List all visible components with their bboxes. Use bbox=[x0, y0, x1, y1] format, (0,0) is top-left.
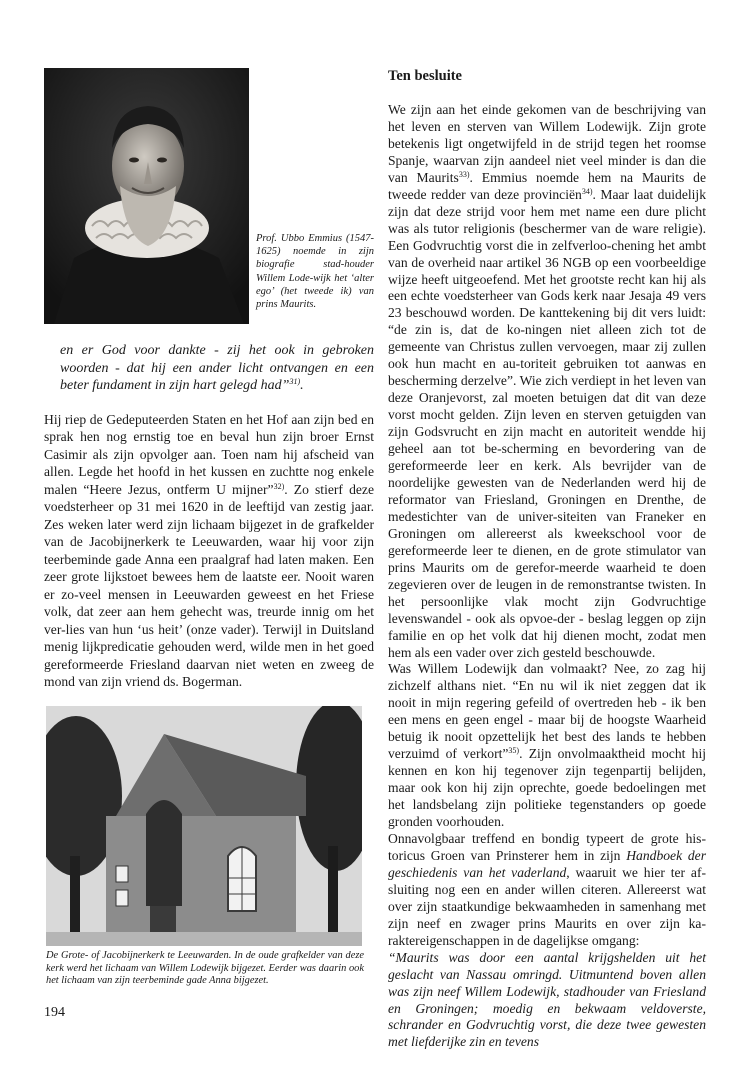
church-image bbox=[46, 706, 362, 946]
footnote-ref-35: 35) bbox=[508, 746, 520, 756]
footnote-ref-32: 32) bbox=[273, 481, 285, 491]
paragraph-1-text-b: . Emmius noemde hem na Maurits de tweede redder van deze provinciën bbox=[388, 169, 706, 202]
quote-ending-text: en er God voor dankte - zij het ook in gebroken woorden - dat hij een ander licht ontvangen en een beter fundament in zijn hart gelegd had” bbox=[60, 343, 374, 394]
portrait-caption: Prof. Ubbo Emmius (1547-1625) noemde in zijn biografie stad-houder Willem Lode-wijk het ‘alter ego’ (het tweede ik) van prins Maurits. bbox=[256, 233, 374, 311]
footnote-ref-31: 31) bbox=[289, 377, 301, 387]
paragraph-3-text-b: , waaruit we hier ter af-sluiting nog een en ander willen citeren. Allereerst wat over zijn staatkundige bekwaamheden in samenhang met zijn neef en zwager prins Maurits en over zijn ka-raktereigenschappen in de dagelijkse omgang: bbox=[388, 864, 706, 948]
paragraph-2 bbox=[388, 661, 706, 831]
right-column bbox=[388, 68, 706, 1051]
quote-ending-period: . bbox=[300, 378, 304, 394]
paragraph-3-text-a: Onnavolgbaar treffend en bondig typeert de grote his-toricus Groen van Prinsterer hem in zijn bbox=[388, 830, 706, 863]
paragraph-1 bbox=[388, 102, 706, 661]
church-caption: De Grote- of Jacobijnerkerk te Leeuwarden. In de oude grafkelder van deze kerk werd het lichaam van Willem Lodewijk bijgezet. Eerder was daarin ook het lichaam van zijn teerbeminde gade Anna bijgezet. bbox=[46, 950, 364, 987]
paragraph-text-a: Hij riep de Gedeputeerden Staten en het Hof aan zijn bed en sprak hen nog ernstig toe en beval hun zijn broer Ernst Casimir als zijn opvolger aan. Toen nam hij afscheid van allen. Legde het hoofd in het kussen en zuchtte nog enkele malen “Heere Jezus, ontferm U mijner” bbox=[44, 411, 374, 497]
quote-ending bbox=[60, 342, 374, 395]
paragraph-1-text-a: We zijn aan het einde gekomen van de beschrijving van het leven en sterven van Willem Lodewijk. Zijn grote betekenis ligt ongetwijfeld in de strijd tegen het roomse Spanje, waarvan zijn aandeel niet veel minder is dan die van Maurits bbox=[388, 102, 706, 185]
left-body-text bbox=[44, 411, 374, 691]
paragraph-3 bbox=[388, 831, 706, 950]
portrait-figure bbox=[44, 68, 374, 326]
book-title: Handboek der geschiedenis van het vaderland bbox=[388, 847, 706, 880]
page-number: 194 bbox=[44, 1005, 65, 1020]
paragraph-1-text-c: . Maar laat duidelijk zijn dat deze strijd voor hem met name een dure plicht was als tutor religionis (beschermer van de ware religie). Een Godvruchtig vorst die in zelfverloo-chening het ambt van de overheid naar artikel 36 NGB op een voorbeeldige wijze heeft uitgeoefend. Met het grootste recht kan hij als een echte voedsterheer van Gods kerk naar Jesaja 49 vers 23 beschouwd worden. De kanttekening bij dit vers luidt: “de zin is, dat de ko-ningen niet alleen zich tot de gemeente van Christus zullen vervoegen, maar zij zullen ook hun macht en au-toriteit gebruiken tot aanwas en bescherming derzelve”. Wie zich verdiept in het leven van deze Oranjevorst, zal moeten betuigen dat dit van deze vorst mocht gelden. Zijn leven en sterven getuigden van zijn Godsvrucht en zijn macht en autoriteit wendde hij geheel aan tot be-scherming en bevordering van de gereformeerde leer en kerk. Als bevrijder van de noordelijke gewesten van de Nederlanden werd hij de reformator van Friesland, Groningen en Drenthe, de medestichter van de univer-siteiten van Franeker en Groningen om allereerst als kweekschool voor de gereformeerde leer te dienen, en de grote stimulator van prins Maurits om de gerefor-meerde waarheid te doen zegevieren over de leugen in de remonstrantse twisten. In het persoonlijke vlak mocht zijn Godvruchtige levenswandel - ook als opvoe-der - beslag leggen op zijn familie en op het volk dat hij dienen mocht, zodat men hem als een vader over zich gesteld beschouwde. bbox=[388, 186, 706, 660]
paragraph-2-text-a: Was Willem Lodewijk dan volmaakt? Nee, zo zag hij zichzelf althans niet. “En nu wil ik niet zeggen dat ik nooit in mijn regering gefeild of overtreden heb - ik ben een mens en geen engel - maar bij de hoogste Waarheid betuig ik nooit opzettelijk het best des lands te hebben verzuimd of verkort” bbox=[388, 661, 706, 762]
paragraph bbox=[44, 411, 374, 691]
block-quote: “Maurits was door een aantal krijgshelden uit het geslacht van Nassau omringd. Uitmuntend boven allen was zijn neef Willem Lodewijk, stadhouder van Friesland en Groningen; moedig en bekwaam veldoverste, schrander en Godvruchtig vorst, die deze twee gewesten met liefderijke zin en tevens bbox=[388, 949, 706, 1050]
section-heading: Ten besluite bbox=[388, 68, 462, 84]
paragraph-text-b: . Zo stierf deze voedsterheer op 31 mei 1620 in de leeftijd van zestig jaar. Zes weken later werd zijn lichaam bijgezet in de grafkelder van de Jacobijnerkerk te Leeuwarden, waar hij voor zijn teerbeminde gade Anna een praalgraf had laten maken. Een zeer grote lijkstoet bewees hem de laatste eer. Nooit waren er zo-veel mensen in Leeuwarden geweest en het Friese volk, dat zeer aan hem gehecht was, treurde innig om het ver-lies van hun ‘us heit’ (onze vader). Terwijl in Duitsland menig lijkpredicatie gehouden werd, wilde men in het goed gereformeerde Friesland daarvan niet weten en zweeg de mond van zijn vriend ds. Bogerman. bbox=[44, 481, 374, 690]
footnote-ref-33: 33) bbox=[458, 169, 470, 179]
footnote-ref-34: 34) bbox=[581, 186, 593, 196]
right-body-text bbox=[388, 102, 706, 1051]
paragraph-2-text-b: . Zijn onvolmaaktheid mocht hij kennen en kon hij tegenover zijn tegenpartij belijden, maar ook kon hij zijn oprechte, goede bedoelingen met het landsbelang zijn politieke tegenstanders op goede gronden voorhouden. bbox=[388, 746, 706, 830]
left-column bbox=[44, 68, 374, 691]
portrait-image bbox=[44, 68, 249, 324]
